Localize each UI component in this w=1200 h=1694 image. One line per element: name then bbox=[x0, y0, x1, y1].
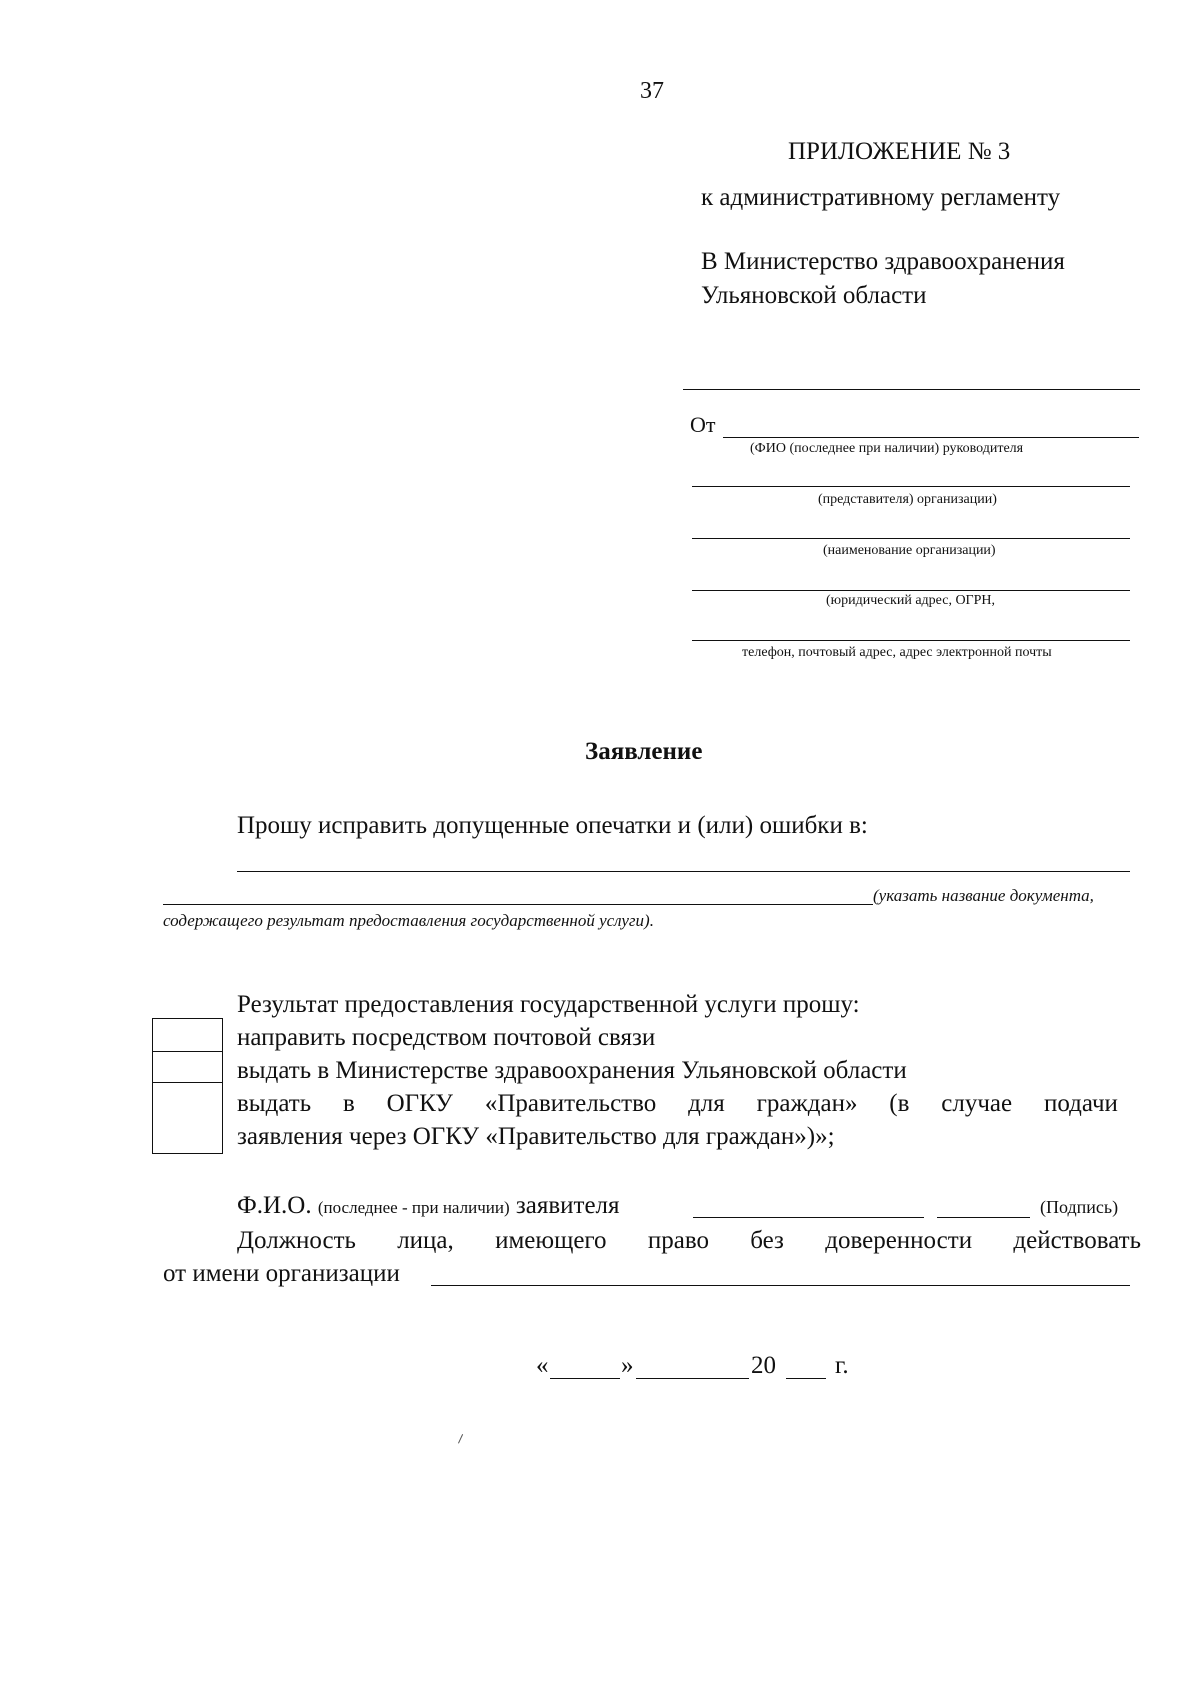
recipient-line-1: В Министерство здравоохранения bbox=[701, 248, 1065, 275]
word: в bbox=[342, 1090, 355, 1117]
word: «Правительство bbox=[484, 1090, 657, 1117]
from-label: От bbox=[690, 412, 716, 437]
word: лица, bbox=[397, 1227, 454, 1254]
appendix-title: ПРИЛОЖЕНИЕ № 3 bbox=[788, 138, 1011, 165]
from-name-line[interactable] bbox=[723, 437, 1139, 438]
contacts-line[interactable] bbox=[692, 640, 1130, 641]
applicant-signature-line[interactable] bbox=[937, 1217, 1030, 1218]
date-year-line[interactable] bbox=[786, 1378, 826, 1379]
recipient-blank-line[interactable] bbox=[683, 389, 1140, 390]
fio-abbrev: Ф.И.О. bbox=[237, 1192, 312, 1219]
recipient-line-2: Ульяновской области bbox=[701, 282, 927, 309]
word: право bbox=[647, 1227, 709, 1254]
from-caption-contacts: телефон, почтовый адрес, адрес электронной почты bbox=[742, 645, 1052, 660]
option-postal: направить посредством почтовой связи bbox=[237, 1024, 656, 1051]
date-year-suffix: г. bbox=[835, 1352, 849, 1379]
signature-label: (Подпись) bbox=[1040, 1197, 1119, 1217]
document-name-line-1[interactable] bbox=[237, 871, 1130, 872]
organization-name-line[interactable] bbox=[692, 538, 1130, 539]
option-government-center-line-1 bbox=[237, 1090, 1118, 1118]
from-caption-legal-address: (юридический адрес, ОГРН, bbox=[826, 593, 996, 608]
option-ministry: выдать в Министерстве здравоохранения Ульяновской области bbox=[237, 1057, 907, 1084]
applicant-fio-label bbox=[237, 1192, 620, 1220]
checkbox-ministry[interactable] bbox=[152, 1051, 223, 1084]
from-caption-head-name: (ФИО (последнее при наличии) руководителя bbox=[750, 441, 1024, 456]
from-caption-representative: (представителя) организации) bbox=[818, 492, 997, 507]
word: случае bbox=[941, 1090, 1013, 1117]
fio-note: (последнее - при наличии) bbox=[317, 1198, 510, 1217]
word: (в bbox=[889, 1090, 910, 1117]
word: подачи bbox=[1043, 1090, 1118, 1117]
word: действовать bbox=[1013, 1227, 1141, 1254]
word: доверенности bbox=[825, 1227, 973, 1254]
document-name-line-2[interactable] bbox=[163, 904, 873, 905]
word: граждан» bbox=[756, 1090, 858, 1117]
applicant-name-line[interactable] bbox=[693, 1217, 924, 1218]
from-caption-organization: (наименование организации) bbox=[823, 543, 996, 558]
applicant-word: заявителя bbox=[515, 1192, 620, 1219]
position-line-2: от имени организации bbox=[163, 1260, 400, 1287]
checkbox-postal[interactable] bbox=[152, 1018, 223, 1053]
date-century: 20 bbox=[751, 1352, 776, 1379]
position-blank-line[interactable] bbox=[431, 1285, 1130, 1286]
statement-title: Заявление bbox=[585, 738, 703, 765]
date-close-quote: » bbox=[621, 1352, 634, 1379]
result-intro: Результат предоставления государственной услуги прошу: bbox=[237, 991, 860, 1018]
date-month-line[interactable] bbox=[636, 1378, 749, 1379]
from-representative-line[interactable] bbox=[692, 486, 1130, 487]
word: Должность bbox=[237, 1227, 356, 1254]
page-number: 37 bbox=[640, 78, 664, 104]
checkbox-government-center[interactable] bbox=[152, 1082, 223, 1154]
date-day-line[interactable] bbox=[550, 1378, 620, 1379]
word: без bbox=[750, 1227, 784, 1254]
position-line-1 bbox=[237, 1227, 1141, 1255]
word: ОГКУ bbox=[386, 1090, 453, 1117]
word: имеющего bbox=[495, 1227, 607, 1254]
document-caption-1: (указать название документа, bbox=[873, 886, 1094, 905]
option-government-center-line-2: заявления через ОГКУ «Правительство для граждан»)»; bbox=[237, 1123, 835, 1150]
word: для bbox=[688, 1090, 725, 1117]
document-caption-2: содержащего результат предоставления государственной услуги). bbox=[163, 911, 654, 930]
request-text: Прошу исправить допущенные опечатки и (или) ошибки в: bbox=[237, 812, 868, 839]
regulation-reference: к административному регламенту bbox=[701, 184, 1061, 211]
legal-address-line[interactable] bbox=[692, 590, 1130, 591]
scan-mark bbox=[458, 1434, 464, 1444]
word: выдать bbox=[237, 1090, 312, 1117]
date-open-quote: « bbox=[536, 1352, 549, 1379]
